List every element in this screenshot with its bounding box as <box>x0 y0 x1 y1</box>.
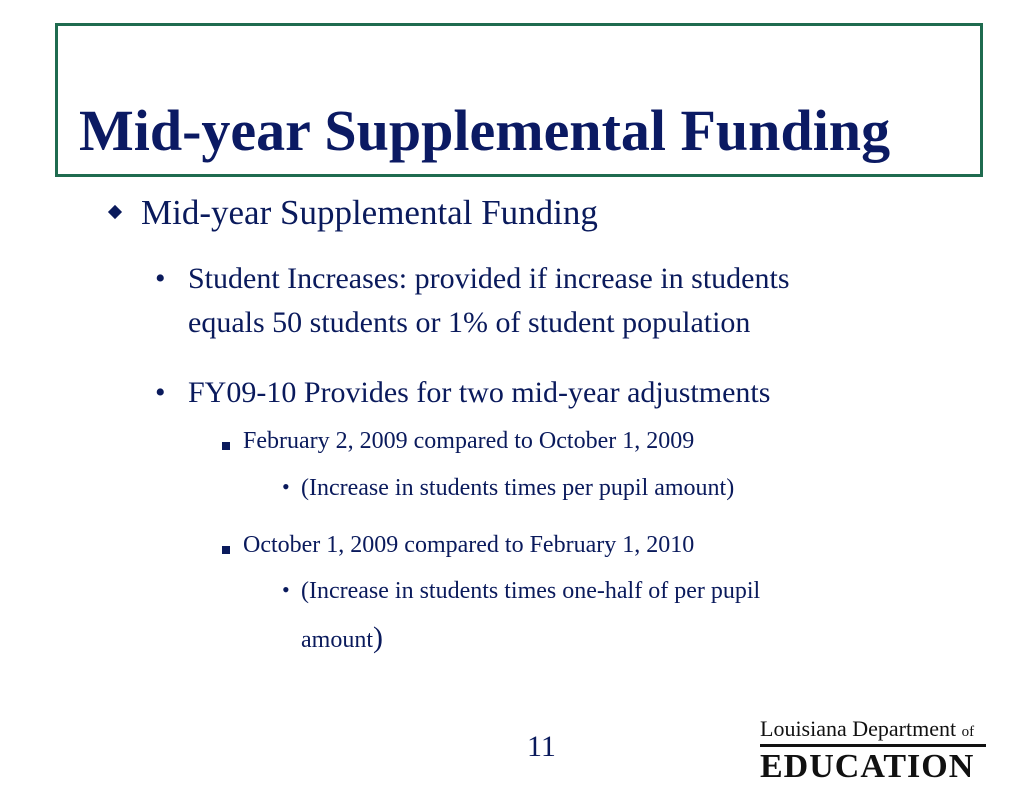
logo-top-line <box>760 718 986 747</box>
october-detail-line1: (Increase in students times one-half of per pupil <box>301 578 761 604</box>
logo-education: EDUCATION <box>760 748 975 785</box>
fy-adjustments: FY09-10 Provides for two mid-year adjustments <box>188 376 771 409</box>
round-bullet-icon: • <box>155 262 166 295</box>
square-bullet-icon <box>222 442 230 450</box>
february-detail: (Increase in students times per pupil amount) <box>301 475 735 501</box>
october-detail-line2 <box>301 620 383 656</box>
diamond-bullet-icon <box>108 205 122 219</box>
october-detail-amount: amount <box>301 627 373 653</box>
slide-title: Mid-year Supplemental Funding <box>79 98 891 163</box>
small-bullet-icon: • <box>282 474 290 499</box>
square-bullet-icon <box>222 546 230 554</box>
level1-heading: Mid-year Supplemental Funding <box>141 193 598 232</box>
student-increases-line2: equals 50 students or 1% of student population <box>188 306 751 339</box>
october-comparison: October 1, 2009 compared to February 1, 2010 <box>243 532 695 558</box>
page-number: 11 <box>527 730 556 763</box>
closing-paren: ) <box>373 621 383 654</box>
logo <box>760 718 986 784</box>
small-bullet-icon: • <box>282 577 290 602</box>
february-comparison: February 2, 2009 compared to October 1, 2009 <box>243 428 695 454</box>
round-bullet-icon: • <box>155 376 166 409</box>
logo-department: Louisiana Department <box>760 716 957 741</box>
logo-of: of <box>961 724 975 740</box>
student-increases-line1: Student Increases: provided if increase in students <box>188 262 790 295</box>
